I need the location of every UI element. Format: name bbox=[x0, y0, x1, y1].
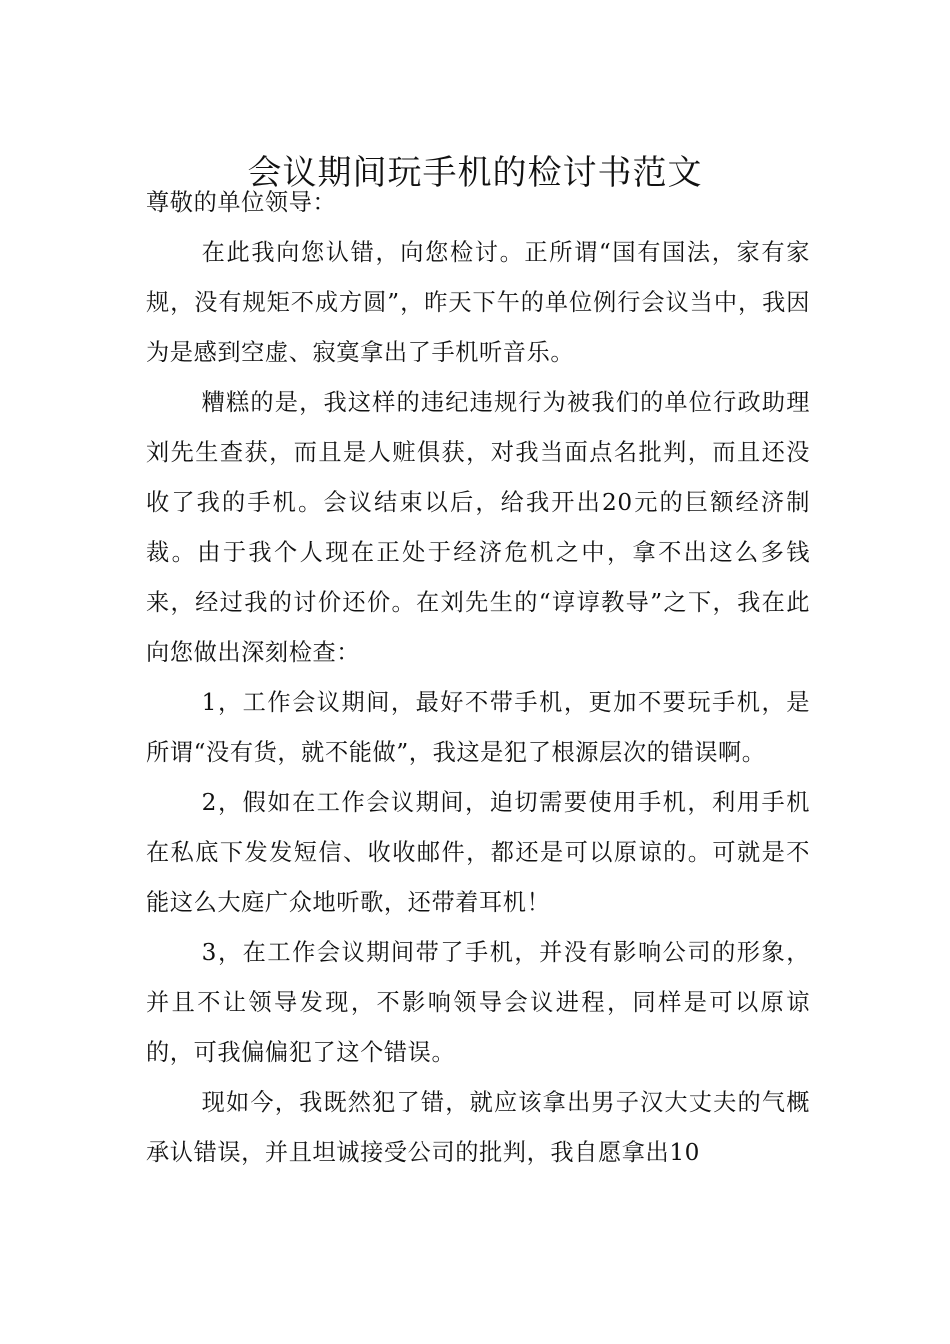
document-body bbox=[146, 178, 810, 1178]
paragraph-2: 糟糕的是，我这样的违纪违规行为被我们的单位行政助理刘先生查获，而且是人赃俱获，对我当面点名批判，而且还没收了我的手机。会议结束以后，给我开出20元的巨额经济制裁。由于我个人现在正处于经济危机之中，拿不出这么多钱来，经过我的讨价还价。在刘先生的“谆谆教导”之下，我在此向您做出深刻检查： bbox=[146, 389, 810, 666]
paragraph-3: 1，工作会议期间，最好不带手机，更加不要玩手机，是所谓“没有货，就不能做”，我这是犯了根源层次的错误啊。 bbox=[146, 689, 810, 766]
salutation: 尊敬的单位领导： bbox=[146, 189, 337, 216]
page-title: 会议期间玩手机的检讨书范文 bbox=[247, 152, 703, 193]
paragraph-4: 2，假如在工作会议期间，迫切需要使用手机，利用手机在私底下发发短信、收收邮件，都还是可以原谅的。可就是不能这么大庭广众地听歌，还带着耳机！ bbox=[146, 789, 810, 916]
paragraph-6: 现如今，我既然犯了错，就应该拿出男子汉大丈夫的气概承认错误，并且坦诚接受公司的批判，我自愿拿出10 bbox=[146, 1089, 810, 1166]
paragraph-5: 3，在工作会议期间带了手机，并没有影响公司的形象，并且不让领导发现，不影响领导会议进程，同样是可以原谅的，可我偏偏犯了这个错误。 bbox=[146, 939, 810, 1066]
paragraph-1: 在此我向您认错，向您检讨。正所谓“国有国法，家有家规，没有规矩不成方圆”，昨天下午的单位例行会议当中，我因为是感到空虚、寂寞拿出了手机听音乐。 bbox=[146, 239, 810, 366]
